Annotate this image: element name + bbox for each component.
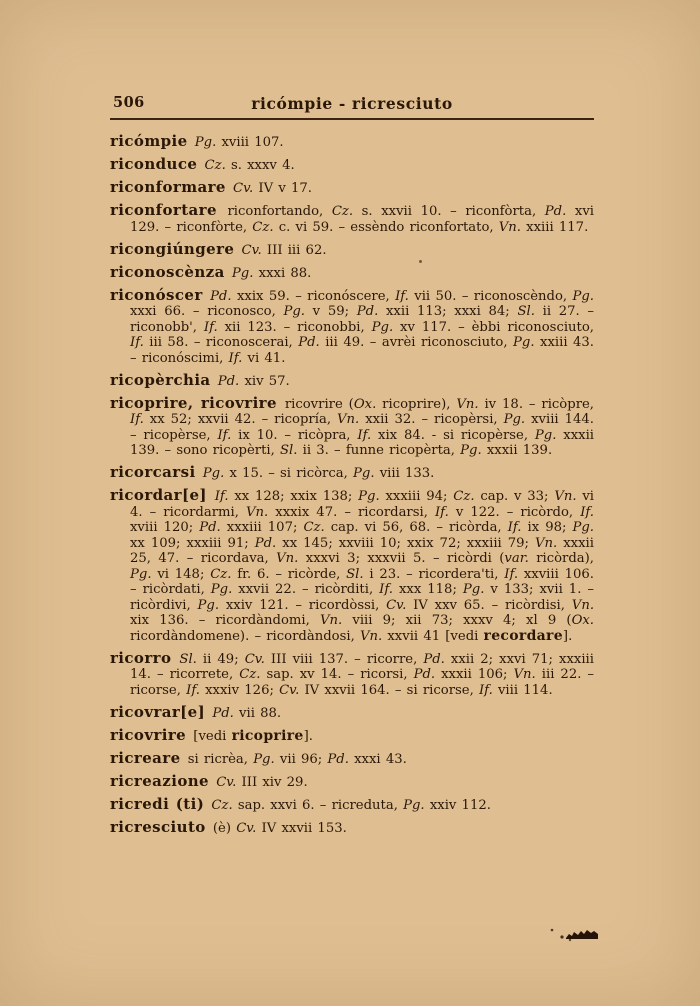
dictionary-entry	[110, 180, 594, 197]
ink-speck	[419, 260, 422, 263]
entry-body: (è) Cv. IV xxvii 153.	[207, 820, 347, 836]
dictionary-entry	[110, 465, 594, 482]
dictionary-entry	[110, 725, 594, 745]
page-header	[110, 94, 594, 114]
entry-headword: ricongiúngere	[110, 239, 235, 258]
dictionary-entry	[110, 771, 594, 791]
entry-headword: ricreare	[110, 748, 181, 767]
running-head: ricómpie - ricresciuto	[251, 94, 453, 113]
dictionary-entry	[110, 488, 594, 644]
entry-body: riconfortando, Cz. s. xxvii 10. – riconfòrta, Pd. xvi 129. – riconfòrte, Cz. c. vi 59. – essèndo riconfortato, Vn. xxiii 117.	[130, 204, 594, 235]
entry-headword: riconoscènza	[110, 262, 225, 281]
dictionary-entry	[110, 134, 594, 151]
dictionary-entry	[110, 748, 594, 768]
entry-headword: ricoprire, ricovrire	[110, 393, 277, 412]
entry-body: Cz. s. xxxv 4.	[204, 158, 295, 173]
entry-headword: ricopèrchia	[110, 370, 211, 389]
entry-headword: ricorro	[110, 648, 172, 667]
entry-headword: riconóscer	[110, 285, 203, 304]
entry-headword: ricredi (ti)	[110, 794, 205, 813]
entry-body: Pd. xxix 59. – riconóscere, If. vii 50. – riconoscèndo, Pg. xxxi 66. – riconosco, Pg. v 59; Pd. xxii 113; xxxi 84; Sl. ii 27. – riconobb', If. xii 123. – riconobbi, Pg. xv 117. – èbbi riconosciuto, If. iii 58. – riconoscerai, Pd. iii 49. – avrèi riconosciuto, Pg. xxiii 43. – riconóscimi, If. vi 41.	[130, 288, 595, 366]
entry-body: Cv. III xiv 29.	[216, 774, 308, 790]
dictionary-entry	[110, 370, 594, 390]
entry-body: Pg. x 15. – si ricòrca, Pg. viii 133.	[202, 466, 435, 481]
entry-headword: ricómpie	[110, 132, 188, 150]
entry-body: ricovrire (Ox. ricoprire), Vn. iv 18. – ricòpre, If. xx 52; xxvii 42. – ricopría, Vn. xxii 32. – ricopèrsi, Pg. xviii 144. – ricopèrse, If. ix 10. – ricòpra, If. xix 84. - si ricopèrse, Pg. xxxii 139. – sono ricopèrti, Sl. ii 3. – funne ricopèrta, Pg. xxxii 139.	[130, 396, 595, 458]
dictionary-entry	[110, 157, 594, 174]
dictionary-entry	[110, 794, 594, 814]
dictionary-entry	[110, 262, 594, 282]
entry-body: If. xx 128; xxix 138; Pg. xxxiii 94; Cz. cap. v 33; Vn. vi 4. – ricordarmi, Vn. xxxix 47. – ricordarsi, If. v 122. – ricòrdo, If. xviii 120; Pd. xxxiii 107; Cz. cap. vi 56, 68. – ricòrda, If. ix 98; Pg. xx 109; xxxiii 91; Pd. xx 145; xxviii 10; xxix 72; xxxiii 79; Vn. xxxii 25, 47. – ricordava, Vn. xxxvi 3; xxxvii 5. – ricòrdi (var. ricòrda), Pg. vi 148; Cz. fr. 6. – ricòrde, Sl. i 23. – ricordera'ti, If. xxviii 106. – ricòrdati, Pg. xxvii 22. – ricòrditi, If. xxx 118; Pg. v 133; xvii 1. – ricòrdivi, Pg. xxiv 121. – ricordòssi, Cv. IV xxv 65. – ricòrdisi, Vn. xix 136. – ricordàndomi, Vn. viii 9; xii 73; xxxv 4; xl 9 (Ox. ricordàndomene). – ricordàndosi, Vn. xxvii 41 [vedi recordare].	[130, 489, 595, 644]
entry-body: Cv. III iii 62.	[241, 242, 327, 258]
entry-headword: ricorcarsi	[110, 463, 196, 481]
entry-body: si ricrèa, Pg. vii 96; Pd. xxxi 43.	[182, 751, 407, 767]
ink-smudge	[548, 925, 606, 943]
entry-list	[110, 134, 594, 836]
entry-body: Pg. xxxi 88.	[231, 265, 312, 281]
dictionary-entry	[110, 648, 595, 699]
entry-headword: riconfortare	[110, 201, 217, 219]
entry-headword: ricovrire	[110, 725, 187, 744]
entry-headword: ricreazione	[110, 771, 209, 790]
dictionary-entry	[110, 239, 594, 259]
dictionary-entry	[110, 393, 595, 459]
entry-body: Pg. xviii 107.	[194, 135, 284, 150]
entry-body: Cz. sap. xxvi 6. – ricreduta, Pg. xxiv 112.	[211, 797, 491, 813]
entry-body: Sl. ii 49; Cv. III viii 137. – ricorre, Pd. xxii 2; xxvi 71; xxxiii 14. – ricorrete, Cz. sap. xv 14. – ricorsi, Pd. xxxii 106; Vn. iii 22. – ricorse, If. xxxiv 126; Cv. IV xxvii 164. – si ricorse, If. viii 114.	[130, 651, 595, 698]
entry-headword: riconformare	[110, 178, 226, 196]
dictionary-entry	[110, 702, 594, 722]
header-rule	[110, 118, 594, 120]
text-block	[110, 94, 594, 843]
entry-body: Pd. vii 88.	[212, 705, 282, 721]
entry-body: Cv. IV v 17.	[233, 181, 312, 196]
page-number: 506	[113, 94, 145, 111]
entry-headword: riconduce	[110, 155, 198, 173]
dictionary-entry	[110, 285, 595, 367]
entry-headword: ricresciuto	[110, 817, 206, 836]
entry-body: [vedi ricoprire].	[188, 727, 313, 744]
entry-headword: ricovrar[e]	[110, 702, 206, 721]
dictionary-entry	[110, 203, 594, 235]
dictionary-entry	[110, 817, 594, 837]
entry-body: Pd. xiv 57.	[217, 373, 290, 389]
entry-headword: ricordar[e]	[110, 486, 207, 504]
